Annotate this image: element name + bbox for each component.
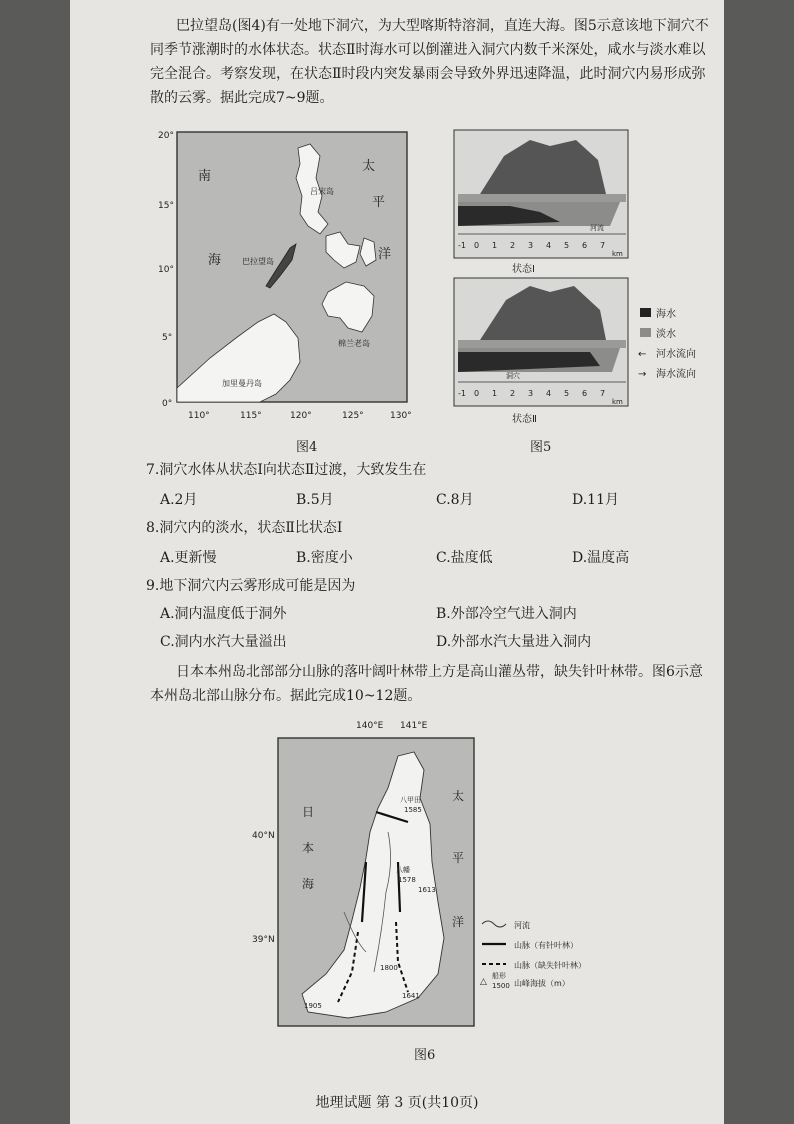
borneo-label: 加里曼丹岛 <box>222 379 262 388</box>
lat-label-40: 40°N <box>252 831 275 841</box>
figure5-diagram <box>450 126 710 456</box>
jp-sea-label-2: 本 <box>302 841 315 855</box>
s2-tick-0: -1 <box>458 389 466 398</box>
legend-peak-elev: 1500 <box>492 982 510 990</box>
lat-label-15: 15° <box>158 201 174 211</box>
s2-tick-7: 6 <box>582 389 588 398</box>
page-footer: 地理试题 第 3 页(共10页) <box>315 1095 479 1111</box>
palawan-label: 巴拉望岛 <box>242 257 274 266</box>
s2-tick-1: 0 <box>474 389 480 398</box>
q8-option-b: B.密度小 <box>296 550 353 566</box>
lat-label-5: 5° <box>162 333 173 343</box>
s2-tick-3: 2 <box>510 389 516 398</box>
peak-1578: 1578 <box>398 876 416 884</box>
ocean-label-2: 平 <box>372 195 386 210</box>
legend-river: 河流 <box>514 921 530 930</box>
s1-tick-2: 1 <box>492 241 498 250</box>
s1-unit: km <box>612 250 623 258</box>
legend-peak-name: 船形 <box>492 972 506 980</box>
q8-stem: 8.洞穴内的淡水，状态Ⅱ比状态Ⅰ <box>146 520 343 536</box>
lon-label-140: 140°E <box>356 721 384 731</box>
state1-surface <box>458 194 626 202</box>
s1-tick-4: 3 <box>528 241 534 250</box>
pac-label-1: 太 <box>452 789 465 803</box>
legend-river-dir: 河水流向 <box>656 349 696 360</box>
mindanao-label: 棉兰老岛 <box>338 339 370 348</box>
lat-label-10: 10° <box>158 265 174 275</box>
q7-option-a: A.2月 <box>160 492 198 508</box>
intro-paragraph-2: 日本本州岛北部部分山脉的落叶阔叶林带上方是高山灌丛带，缺失针叶林带。图6示意本州岛北部山脉分布。据此完成10~12题。 <box>150 664 703 704</box>
jp-sea-label-3: 海 <box>302 877 315 891</box>
pac-label-2: 平 <box>452 851 465 865</box>
legend-river-icon <box>482 921 506 927</box>
s2-tick-4: 3 <box>528 389 534 398</box>
lat-label-39: 39°N <box>252 935 275 945</box>
s1-tick-7: 6 <box>582 241 588 250</box>
peak-1905: 1905 <box>304 1002 322 1010</box>
intro-paragraph-1: 巴拉望岛(图4)有一处地下洞穴，为大型喀斯特溶洞，直连大海。图5示意该地下洞穴不同季节涨潮时的水体状态。状态Ⅱ时海水可以倒灌进入洞穴内数千米深处，咸水与淡水难以完全混合。考察发现，在状态Ⅱ时段内突发暴雨会导致外界迅速降温，此时洞穴内易形成弥散的云雾。据此完成7~9题。 <box>150 18 709 106</box>
s2-unit: km <box>612 398 623 406</box>
pac-label-3: 洋 <box>452 915 465 929</box>
peak-1641: 1641 <box>402 992 420 1000</box>
legend-river-arrow-icon: ← <box>638 349 647 360</box>
figure6-caption: 图6 <box>414 1048 436 1063</box>
lon-label-141: 141°E <box>400 721 428 731</box>
legend-mountain-conifer: 山脉（有针叶林） <box>514 941 578 950</box>
legend-peak-desc: 山峰海拔（m） <box>514 979 570 988</box>
s2-tick-8: 7 <box>600 389 606 398</box>
lon-label-130: 130° <box>390 411 412 421</box>
s2-tick-2: 1 <box>492 389 498 398</box>
sea-label-2: 海 <box>208 253 222 268</box>
s1-tick-5: 4 <box>546 241 552 250</box>
s1-tick-8: 7 <box>600 241 606 250</box>
legend-freshwater-swatch <box>640 328 651 337</box>
figure4-caption: 图4 <box>296 440 318 455</box>
jp-sea-label-1: 日 <box>302 805 315 819</box>
q7-stem: 7.洞穴水体从状态Ⅰ向状态Ⅱ过渡，大致发生在 <box>146 462 427 478</box>
legend-freshwater: 淡水 <box>656 329 676 340</box>
s1-tick-0: -1 <box>458 241 466 250</box>
q9-option-d: D.外部水汽大量进入洞内 <box>436 634 592 650</box>
legend-seawater: 海水 <box>656 309 676 320</box>
lon-label-115: 115° <box>240 411 262 421</box>
peak-1585: 1585 <box>404 806 422 814</box>
s1-river-label: 河流 <box>590 224 604 232</box>
legend-seawater-swatch <box>640 308 651 317</box>
figure4-map <box>150 126 425 426</box>
q9-stem: 9.地下洞穴内云雾形成可能是因为 <box>146 578 356 594</box>
q9-option-a: A.洞内温度低于洞外 <box>160 606 287 622</box>
ocean-label-3: 洋 <box>378 247 392 262</box>
q7-option-d: D.11月 <box>572 492 619 508</box>
luzon-label: 吕宋岛 <box>310 187 334 196</box>
lon-label-125: 125° <box>342 411 364 421</box>
s2-tick-5: 4 <box>546 389 552 398</box>
legend-sea-arrow-icon: → <box>638 369 647 380</box>
lon-label-110: 110° <box>188 411 210 421</box>
legend-sea-dir: 海水流向 <box>656 369 696 380</box>
s1-tick-1: 0 <box>474 241 480 250</box>
legend-mountain-no-conifer: 山脉（缺失针叶林） <box>514 961 586 970</box>
peak-1800: 1800 <box>380 964 398 972</box>
q9-option-b: B.外部冷空气进入洞内 <box>436 606 577 622</box>
s2-tick-6: 5 <box>564 389 570 398</box>
sea-label-1: 南 <box>198 169 212 184</box>
s2-cave-label: 洞穴 <box>506 372 520 380</box>
q7-option-c: C.8月 <box>436 492 474 508</box>
figure5-caption: 图5 <box>530 440 552 455</box>
ocean-label-1: 太 <box>362 159 376 174</box>
q8-option-c: C.盐度低 <box>436 550 493 566</box>
state2-label: 状态Ⅱ <box>512 414 537 425</box>
s1-tick-6: 5 <box>564 241 570 250</box>
lon-label-120: 120° <box>290 411 312 421</box>
q9-option-c: C.洞内水汽大量溢出 <box>160 634 287 650</box>
figure6-map <box>248 712 718 1032</box>
q7-option-b: B.5月 <box>296 492 334 508</box>
state2-surface <box>458 340 626 348</box>
lat-label-0: 0° <box>162 399 173 409</box>
q8-option-d: D.温度高 <box>572 550 630 566</box>
peak-1613: 1613 <box>418 886 436 894</box>
lat-label-20: 20° <box>158 131 174 141</box>
q8-option-a: A.更新慢 <box>160 550 217 566</box>
s1-tick-3: 2 <box>510 241 516 250</box>
legend-peak-triangle-icon: △ <box>480 977 487 987</box>
peak-name-hachiman: 八幡 <box>396 866 410 874</box>
peak-name-hakkoda: 八甲田 <box>400 796 421 804</box>
state1-label: 状态Ⅰ <box>512 264 535 275</box>
